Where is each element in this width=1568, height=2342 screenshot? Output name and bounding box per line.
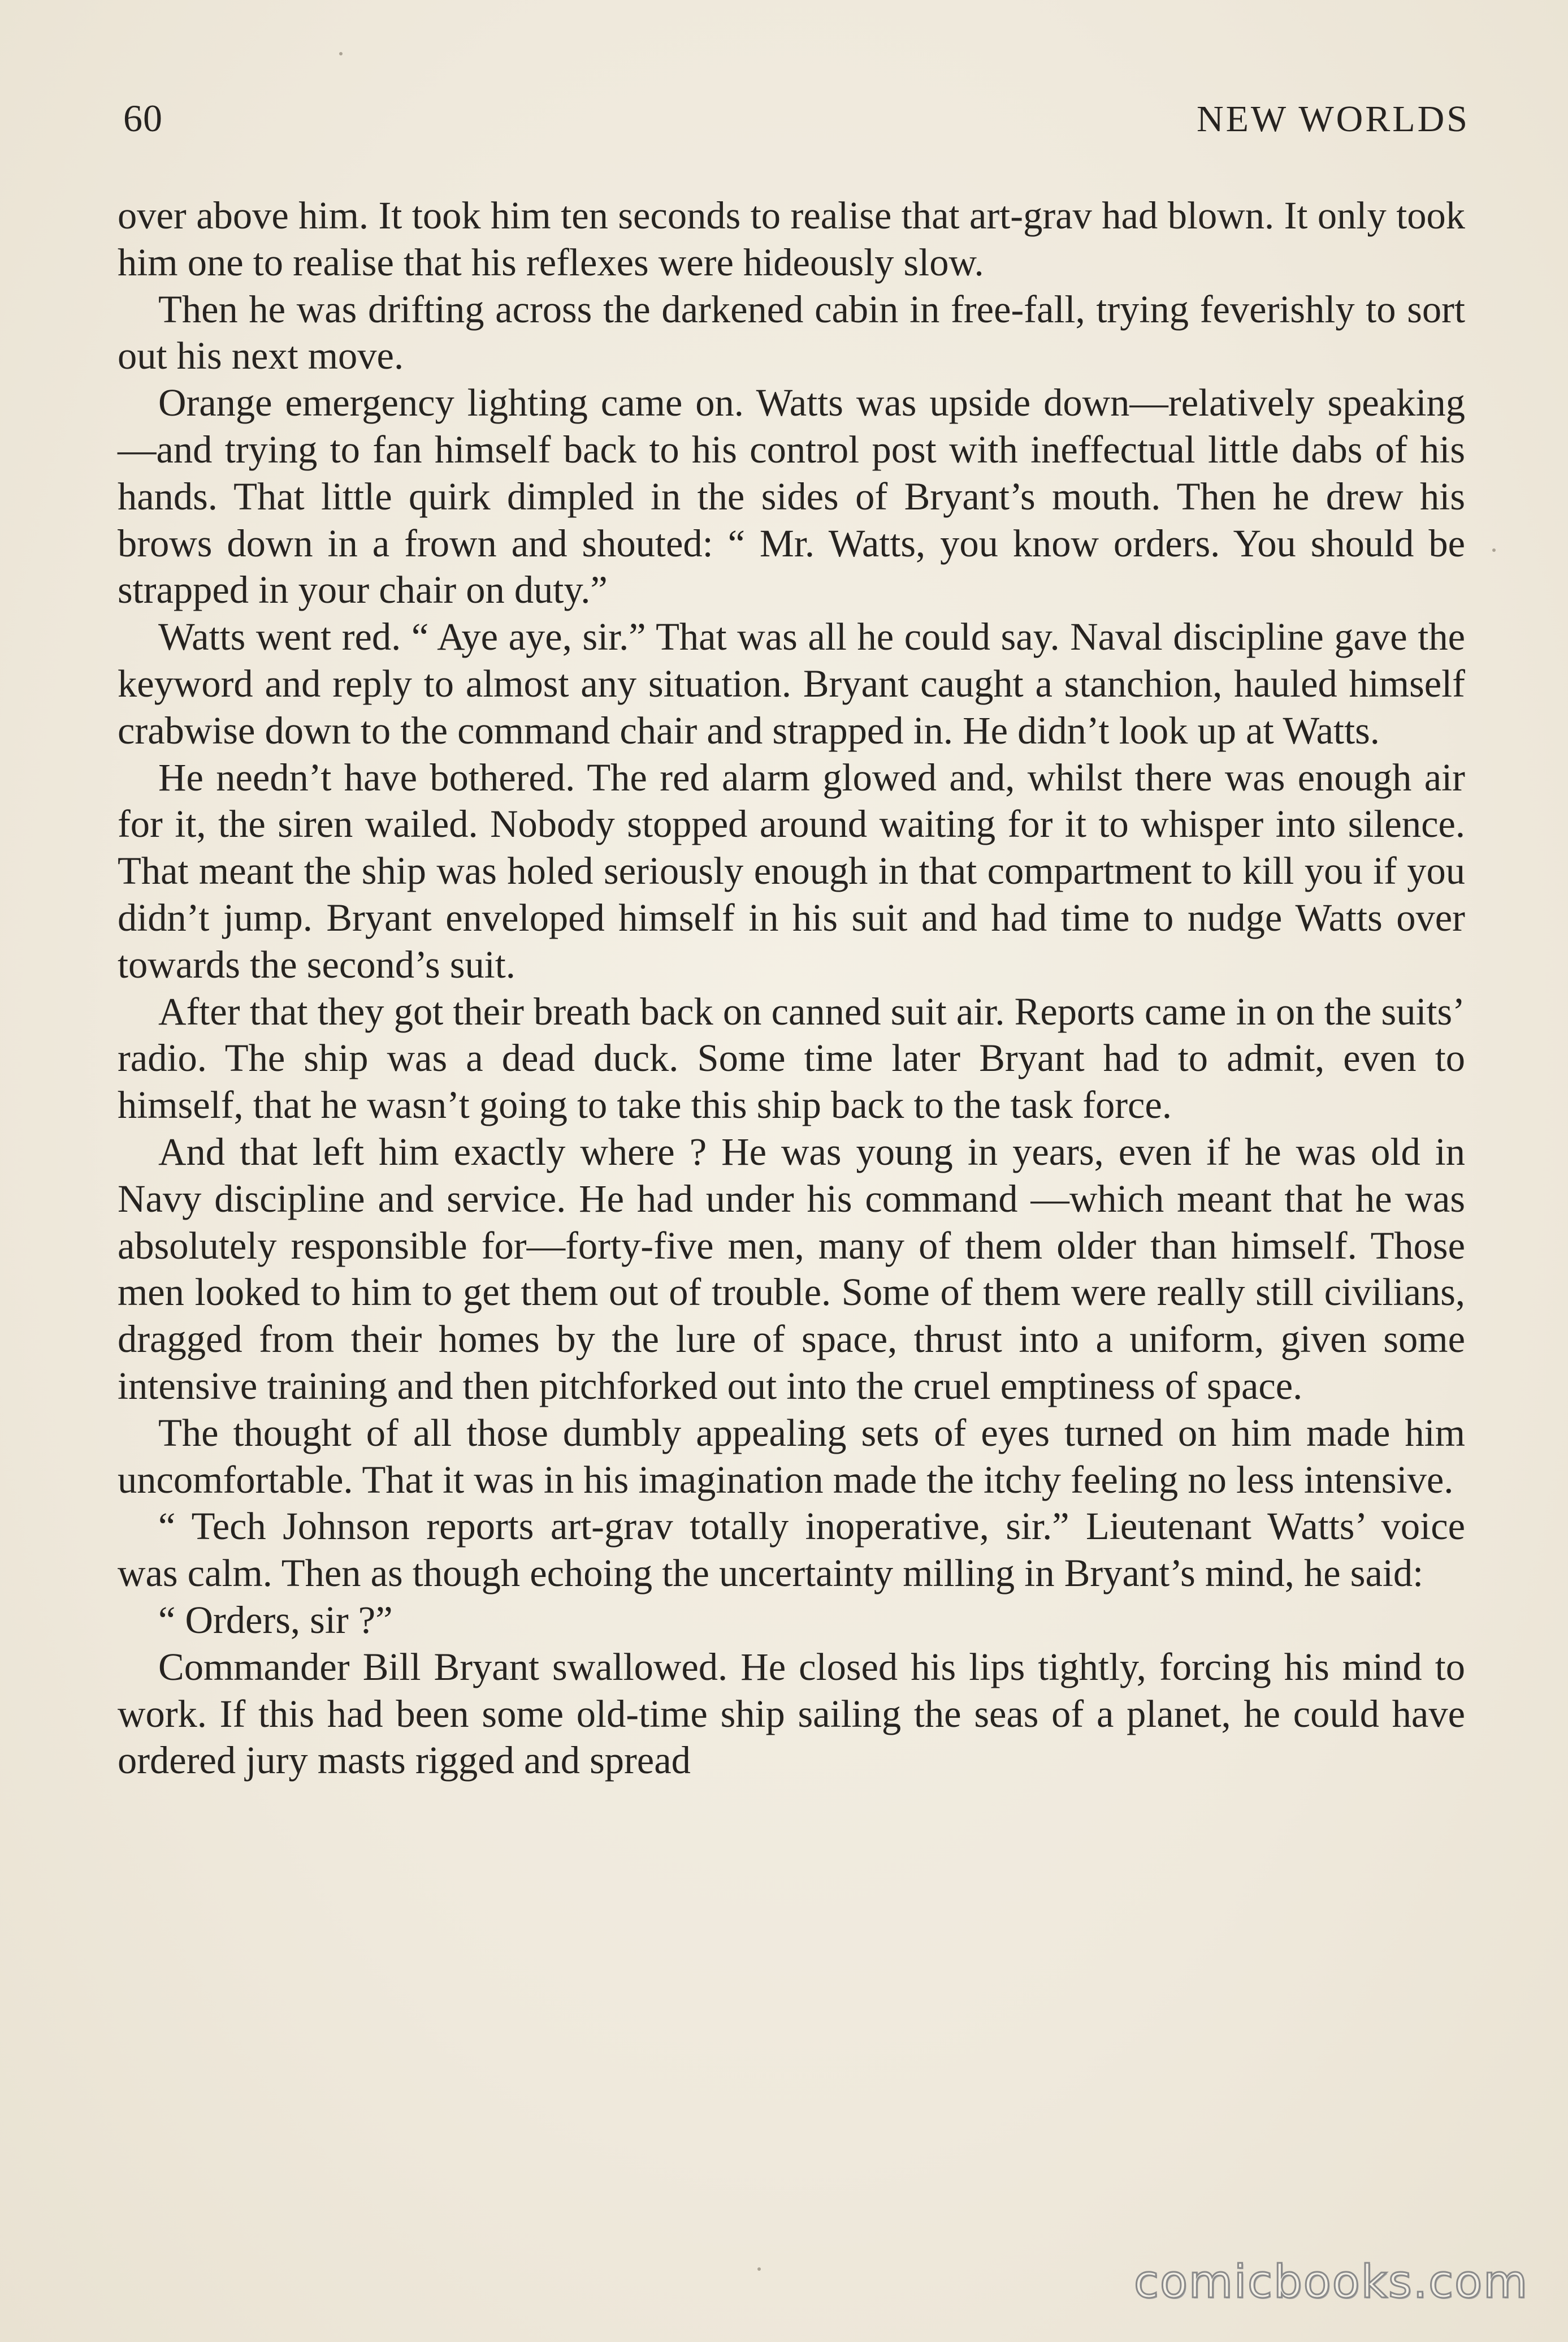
paragraph: And that left him exactly where ? He was young in years, even if he was old in Navy discipline and service. He had under his command —which meant that he was absolutely responsible for—forty-five men, many of them older than himself. Those men looked to him to get them out of trouble. Some of them were really still civilians, dragged from their homes by the lure of space, thrust into a uniform, given some intensive training and then pitchforked out into the cruel emptiness of space. [118, 1130, 1465, 1407]
paragraph: After that they got their breath back on canned suit air. Reports came in on the suits’ radio. The ship was a dead duck. Some time later Bryant had to admit, even to himself, that he wasn’t going to take this ship back to the task force. [118, 989, 1465, 1127]
body-text [118, 192, 1465, 1784]
paragraph: Watts went red. “ Aye aye, sir.” That was all he could say. Naval discipline gave the keyword and reply to almost any situation. Bryant caught a stanchion, hauled himself crabwise down to the command chair and strapped in. He didn’t look up at Watts. [118, 615, 1465, 752]
running-head: NEW WORLDS [1196, 98, 1470, 140]
paragraph: Orange emergency lighting came on. Watts was upside down—relatively speaking—and trying to fan himself back to his control post with ineffectual little dabs of his hands. That little quirk dimpled in the sides of Bryant’s mouth. Then he drew his brows down in a frown and shouted: “ Mr. Watts, you know orders. You should be strapped in your chair on duty.” [118, 381, 1465, 612]
watermark-logo: comicbooks.com [1133, 2255, 1528, 2308]
paper-speck [757, 2267, 761, 2271]
paragraph: He needn’t have bothered. The red alarm glowed and, whilst there was enough air for it, the siren wailed. Nobody stopped around waiting for it to whisper into silence. That meant the ship was holed seriously enough in that compartment to kill you if you didn’t jump. Bryant enveloped himself in his suit and had time to nudge Watts over towards the second’s suit. [118, 755, 1465, 986]
paragraph: “ Orders, sir ?” [158, 1598, 393, 1641]
page-number: 60 [123, 97, 163, 140]
paragraph: “ Tech Johnson reports art-grav totally inoperative, sir.” Lieutenant Watts’ voice was calm. Then as though echoing the uncertainty milling in Bryant’s mind, he said: [118, 1505, 1465, 1595]
paragraph-continued: over above him. It took him ten seconds to realise that art-grav had blown. It only took him one to realise that his reflexes were hideously slow. [118, 194, 1465, 284]
paragraph: Then he was drifting across the darkened cabin in free-fall, trying feverishly to sort out his next move. [118, 287, 1465, 378]
paragraph: The thought of all those dumbly appealing sets of eyes turned on him made him uncomfortable. That it was in his imagination made the itchy feeling no less intensive. [118, 1411, 1465, 1501]
paper-speck [339, 52, 343, 55]
paper-speck [1492, 548, 1496, 552]
paragraph: Commander Bill Bryant swallowed. He closed his lips tightly, forcing his mind to work. If this had been some old-time ship sailing the seas of a planet, he could have ordered jury masts rigged and spread [118, 1645, 1465, 1782]
page-header [123, 96, 1470, 158]
